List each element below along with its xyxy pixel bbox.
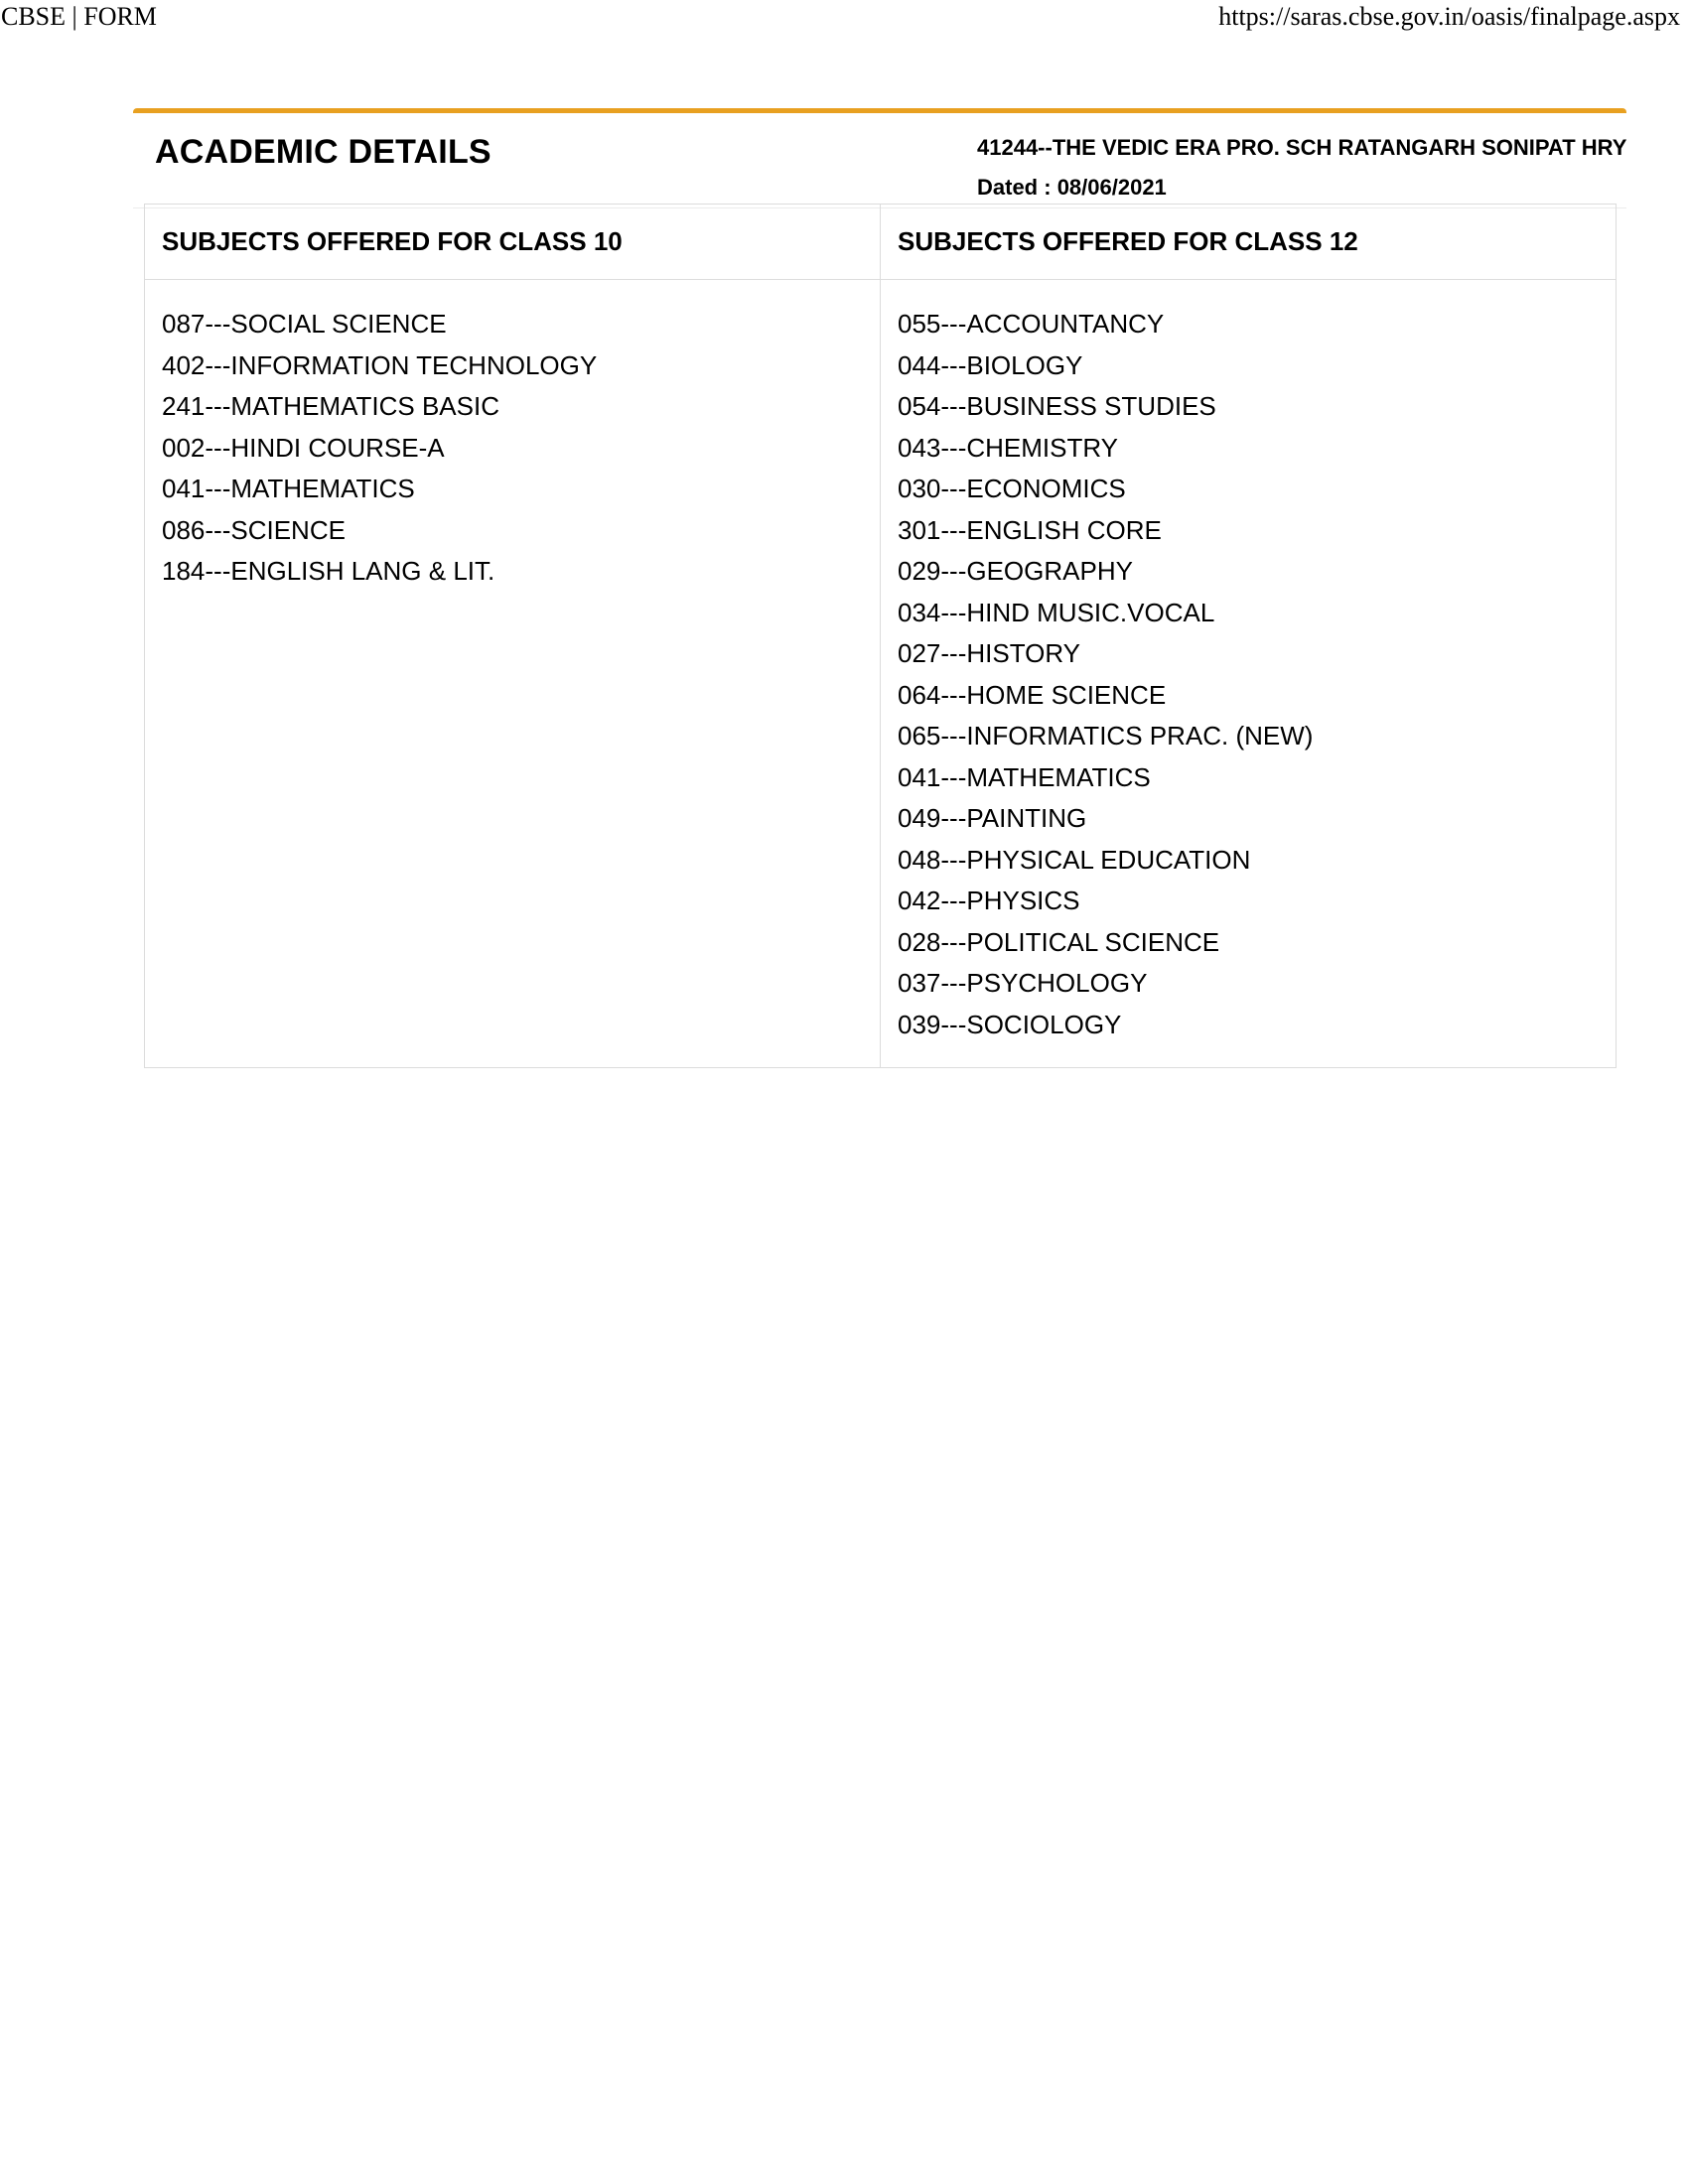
class10-subject-list [162, 304, 863, 593]
academic-details-panel [133, 108, 1626, 208]
class12-header: SUBJECTS OFFERED FOR CLASS 12 [881, 205, 1617, 280]
page-title: ACADEMIC DETAILS [155, 133, 492, 171]
list-item: 037---PSYCHOLOGY [898, 968, 1148, 998]
dated-line [977, 175, 1167, 201]
dated-label: Dated : [977, 175, 1057, 200]
list-item: 402---INFORMATION TECHNOLOGY [162, 349, 598, 380]
class12-subject-list [898, 304, 1599, 1045]
list-item: 087---SOCIAL SCIENCE [162, 309, 447, 339]
list-item: 042---PHYSICS [898, 886, 1080, 915]
list-item: 030---ECONOMICS [898, 474, 1126, 503]
list-item: 041---MATHEMATICS [162, 474, 415, 503]
print-header-title: CBSE | FORM [1, 2, 157, 31]
list-item: 028---POLITICAL SCIENCE [898, 926, 1220, 957]
class12-subjects-cell [881, 280, 1617, 1068]
table-row [145, 280, 1617, 1068]
list-item: 064---HOME SCIENCE [898, 679, 1167, 710]
school-name: 41244--THE VEDIC ERA PRO. SCH RATANGARH SONIPAT HRY [977, 135, 1627, 160]
subjects-table [144, 204, 1617, 1068]
dated-value: 08/06/2021 [1056, 175, 1167, 200]
print-header-url: https://saras.cbse.gov.in/oasis/finalpage.aspx [1218, 2, 1680, 31]
list-item: 039---SOCIOLOGY [898, 1009, 1122, 1039]
class10-subjects-cell [145, 280, 881, 1068]
list-item: 184---ENGLISH LANG & LIT. [162, 556, 495, 586]
table-header-row [145, 205, 1617, 280]
list-item: 027---HISTORY [898, 638, 1080, 668]
list-item: 044---BIOLOGY [898, 349, 1083, 380]
list-item: 048---PHYSICAL EDUCATION [898, 844, 1251, 875]
print-header [0, 0, 1688, 40]
list-item: 002---HINDI COURSE-A [162, 432, 445, 463]
list-item: 301---ENGLISH CORE [898, 514, 1162, 545]
list-item: 065---INFORMATICS PRAC. (NEW) [898, 721, 1314, 751]
list-item: 029---GEOGRAPHY [898, 556, 1133, 586]
panel-header [133, 113, 1626, 208]
list-item: 034---HIND MUSIC.VOCAL [898, 597, 1215, 627]
list-item: 041---MATHEMATICS [898, 761, 1151, 792]
list-item: 049---PAINTING [898, 803, 1087, 833]
list-item: 055---ACCOUNTANCY [898, 309, 1165, 339]
list-item: 054---BUSINESS STUDIES [898, 391, 1216, 421]
list-item: 086---SCIENCE [162, 514, 346, 545]
list-item: 241---MATHEMATICS BASIC [162, 391, 499, 421]
list-item: 043---CHEMISTRY [898, 432, 1119, 463]
class10-header: SUBJECTS OFFERED FOR CLASS 10 [145, 205, 881, 280]
